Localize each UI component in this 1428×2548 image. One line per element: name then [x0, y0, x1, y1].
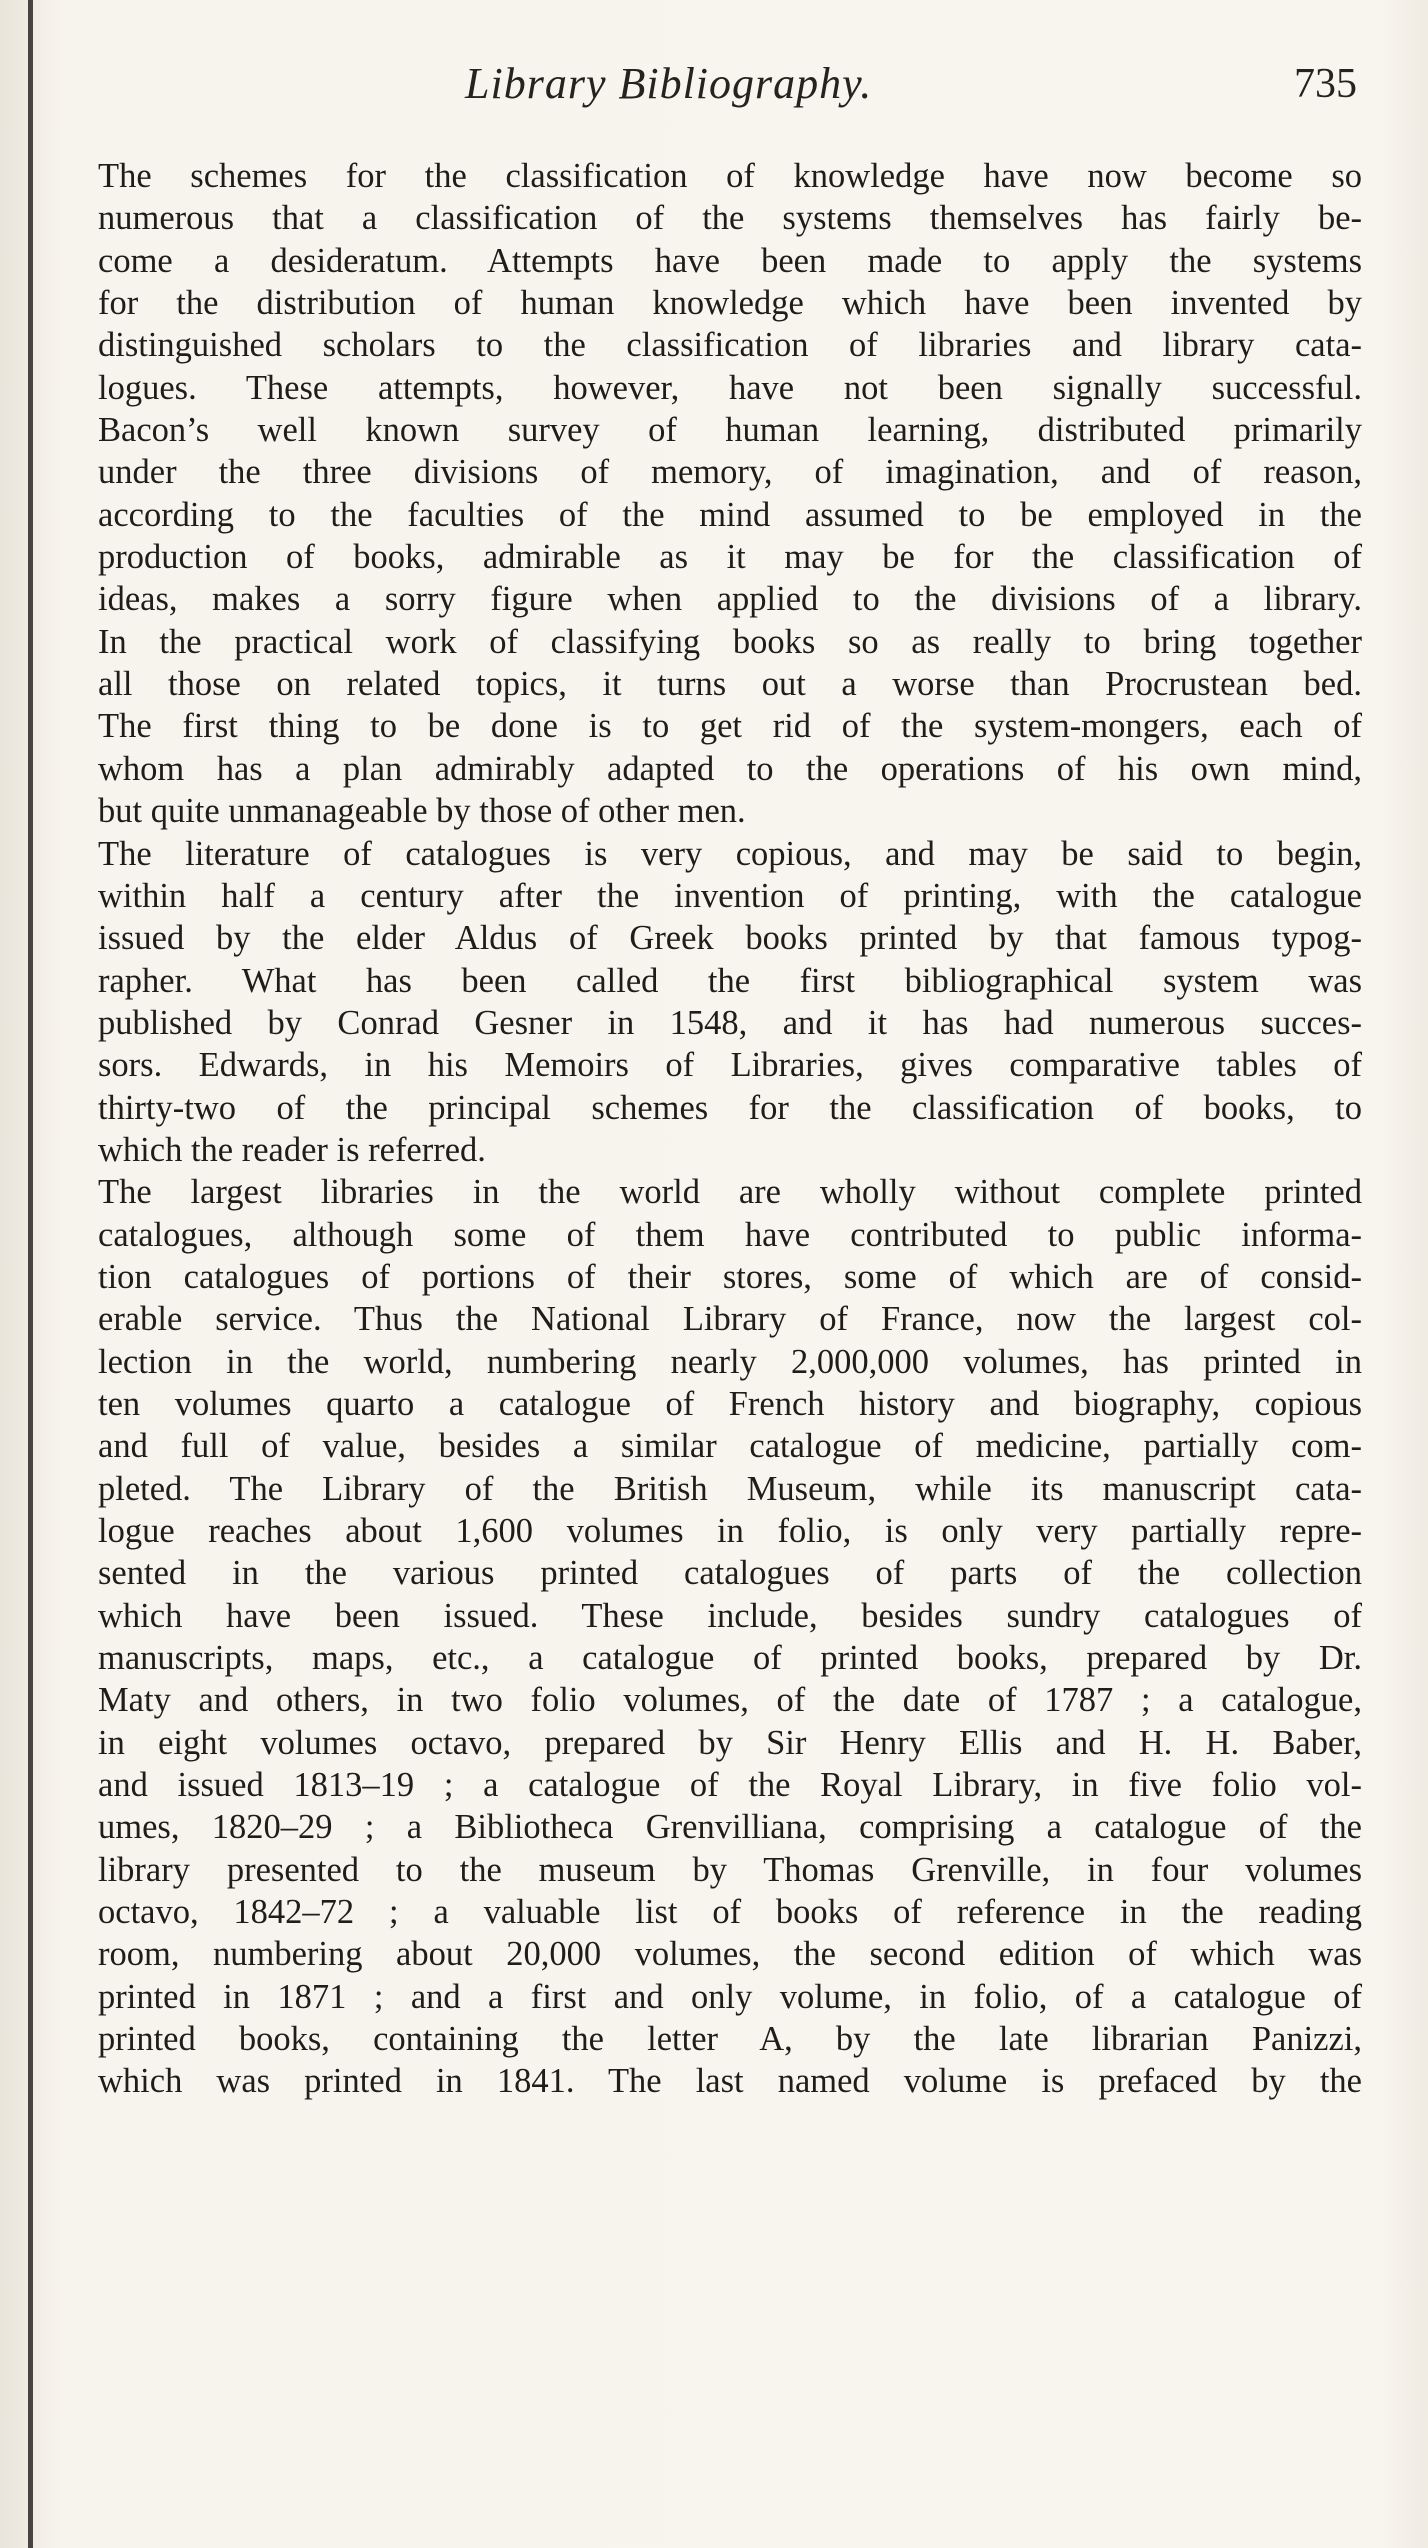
text-line: all those on related topics, it turns out a worse than Procrustean bed.: [98, 665, 1362, 704]
text-line: ten volumes quarto a catalogue of French history and biography, copious: [98, 1384, 1362, 1423]
text-line: catalogues, although some of them have contributed to public informa-: [98, 1215, 1362, 1254]
page-number: 735: [1294, 61, 1357, 107]
text-line: lection in the world, numbering nearly 2,000,000 volumes, has printed in: [98, 1342, 1362, 1381]
text-line: which the reader is referred.: [98, 1130, 486, 1169]
text-line: room, numbering about 20,000 volumes, the second edition of which was: [98, 1935, 1362, 1974]
text-line: come a desideratum. Attempts have been made to apply the systems: [98, 241, 1362, 280]
text-line: distinguished scholars to the classification of libraries and library cata-: [98, 326, 1362, 365]
text-line: erable service. Thus the National Library of France, now the largest col-: [98, 1300, 1362, 1339]
text-line: ideas, makes a sorry figure when applied to the divisions of a library.: [98, 580, 1362, 619]
binding-gutter-line: [28, 0, 33, 2548]
text-line: but quite unmanageable by those of other men.: [98, 792, 746, 831]
page-header: [95, 58, 1365, 128]
text-line: Maty and others, in two folio volumes, of the date of 1787 ; a catalogue,: [98, 1681, 1362, 1720]
text-line: tion catalogues of portions of their stores, some of which are of consid-: [98, 1257, 1362, 1296]
text-line: which was printed in 1841. The last named volume is prefaced by the: [98, 2062, 1362, 2101]
text-line: issued by the elder Aldus of Greek books printed by that famous typog-: [98, 919, 1362, 958]
text-line: rapher. What has been called the first bibliographical system was: [98, 961, 1362, 1000]
text-line: which have been issued. These include, besides sundry catalogues of: [98, 1596, 1362, 1635]
text-line: logue reaches about 1,600 volumes in folio, is only very partially repre-: [98, 1512, 1362, 1550]
text-line: thirty-two of the principal schemes for the classification of books, to: [98, 1088, 1362, 1127]
text-line: logues. These attempts, however, have not been signally successful.: [98, 368, 1362, 407]
text-line: The largest libraries in the world are wholly without complete printed: [98, 1173, 1362, 1212]
text-line: numerous that a classification of the systems themselves has fairly be-: [98, 199, 1362, 238]
paragraph-classification-schemes: [98, 155, 1362, 833]
text-line: sors. Edwards, in his Memoirs of Libraries, gives comparative tables of: [98, 1046, 1362, 1085]
text-line: whom has a plan admirably adapted to the operations of his own mind,: [98, 749, 1362, 788]
text-line: within half a century after the invention of printing, with the catalogue: [98, 876, 1362, 915]
text-line: library presented to the museum by Thomas Grenville, in four volumes: [98, 1850, 1362, 1889]
text-line: The literature of catalogues is very copious, and may be said to begin,: [98, 834, 1362, 873]
text-line: pleted. The Library of the British Museum, while its manuscript cata-: [98, 1469, 1362, 1508]
text-line: The schemes for the classification of knowledge have now become so: [98, 157, 1362, 195]
running-title: Library Bibliography.: [465, 59, 873, 108]
text-line: under the three divisions of memory, of imagination, and of reason,: [98, 453, 1362, 492]
paragraph-largest-libraries: [98, 1171, 1362, 2103]
body-text: [98, 155, 1362, 2103]
text-line: in eight volumes octavo, prepared by Sir Henry Ellis and H. H. Baber,: [98, 1723, 1362, 1762]
paragraph-literature-of-catalogues: [98, 833, 1362, 1172]
text-line: Bacon’s well known survey of human learning, distributed primarily: [98, 411, 1362, 450]
text-line: according to the faculties of the mind assumed to be employed in the: [98, 495, 1362, 534]
text-line: production of books, admirable as it may be for the classification of: [98, 538, 1362, 577]
text-line: umes, 1820–29 ; a Bibliotheca Grenvilliana, comprising a catalogue of the: [98, 1808, 1362, 1847]
text-line: In the practical work of classifying books so as really to bring together: [98, 622, 1362, 661]
text-line: manuscripts, maps, etc., a catalogue of printed books, prepared by Dr.: [98, 1639, 1362, 1678]
text-line: and full of value, besides a similar catalogue of medicine, partially com-: [98, 1427, 1362, 1466]
text-line: printed books, containing the letter A, by the late librarian Panizzi,: [98, 2020, 1362, 2059]
text-line: octavo, 1842–72 ; a valuable list of books of reference in the reading: [98, 1893, 1362, 1932]
text-line: sented in the various printed catalogues of parts of the collection: [98, 1554, 1362, 1593]
text-line: printed in 1871 ; and a first and only volume, in folio, of a catalogue of: [98, 1977, 1362, 2016]
text-line: The first thing to be done is to get rid of the system-mongers, each of: [98, 707, 1362, 746]
text-line: and issued 1813–19 ; a catalogue of the Royal Library, in five folio vol-: [98, 1766, 1362, 1805]
text-line: for the distribution of human knowledge which have been invented by: [98, 284, 1362, 323]
text-line: published by Conrad Gesner in 1548, and it has had numerous succes-: [98, 1003, 1362, 1042]
